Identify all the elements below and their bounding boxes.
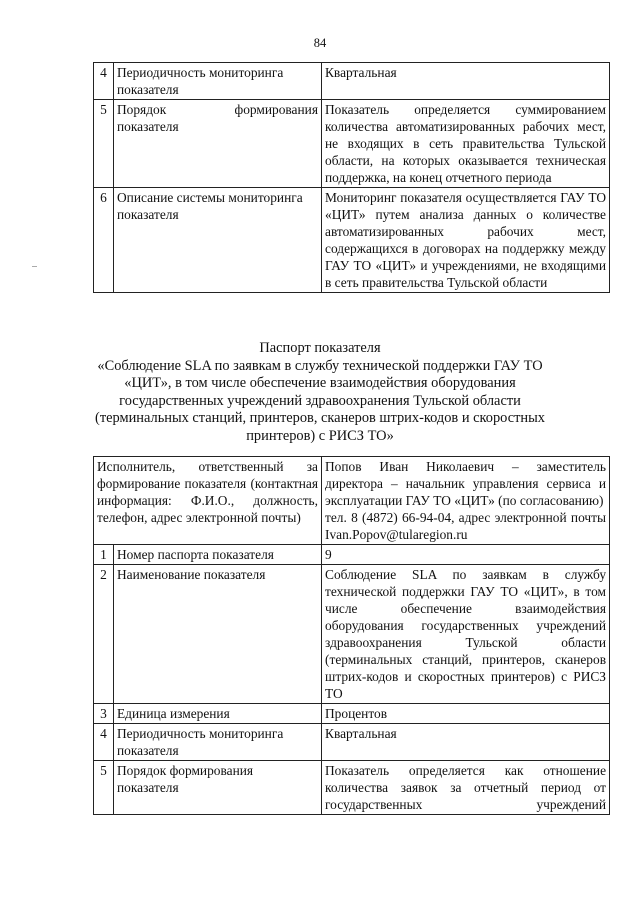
table-row (94, 545, 610, 565)
executor-name: Попов Иван Николаевич – заместитель директора – начальник управления сервиса и эксплуатации ГАУ ТО «ЦИТ» (по согласованию) (325, 459, 607, 508)
table-row (94, 724, 610, 761)
executor-label: Исполнитель, ответственный за формирование показателя (контактная информация: Ф.И.О., должность, телефон, адрес электронной почты) (94, 457, 322, 545)
row-number: 4 (94, 63, 114, 100)
row-number: 4 (94, 724, 114, 761)
row-value: Показатель определяется суммированием количества автоматизированных рабочих мест, не входящих в сеть правительства Тульской области, на которых оказывается техническая поддержка, на конец отчетного периода (322, 100, 610, 188)
executor-value (322, 457, 610, 545)
row-label: Номер паспорта показателя (114, 545, 322, 565)
table-row (94, 761, 610, 815)
row-number: 1 (94, 545, 114, 565)
row-value: Соблюдение SLA по заявкам в службу технической поддержки ГАУ ТО «ЦИТ», в том числе обеспечение взаимодействия оборудования государственных учреждений здравоохранения Тульской области (терминальных станций, принтеров, сканеров штрих-кодов и скоростных принтеров) с РИСЗ ТО (322, 565, 610, 704)
table-row (94, 188, 610, 293)
row-value: 9 (322, 545, 610, 565)
margin-mark (32, 266, 37, 267)
row-value: Процентов (322, 704, 610, 724)
row-label: Порядок формирования показателя (114, 761, 322, 815)
row-number: 2 (94, 565, 114, 704)
table-row (94, 704, 610, 724)
row-value: Квартальная (322, 724, 610, 761)
row-number: 5 (94, 100, 114, 188)
row-value: Показатель определяется как отношение количества заявок за отчетный период от государственных учреждений (322, 761, 610, 815)
page-number: 84 (313, 36, 327, 50)
passport-heading (80, 340, 560, 445)
passport-table (93, 456, 610, 815)
row-number: 5 (94, 761, 114, 815)
passport-subtitle: «Соблюдение SLA по заявкам в службу технической поддержки ГАУ ТО «ЦИТ», в том числе обеспечение взаимодействия оборудования государственных учреждений здравоохранения Тульской области (терминальных станций, принтеров, сканеров штрих-кодов и скоростных принтеров) с РИСЗ ТО» (95, 357, 545, 444)
passport-title: Паспорт показателя (259, 340, 381, 356)
row-number: 3 (94, 704, 114, 724)
row-label: Наименование показателя (114, 565, 322, 704)
row-label: Периодичность мониторинга показателя (114, 63, 322, 100)
indicator-table-continued (93, 62, 610, 293)
row-label: Периодичность мониторинга показателя (114, 724, 322, 761)
row-label: Описание системы мониторинга показателя (114, 188, 322, 293)
executor-contact: тел. 8 (4872) 66-94-04, адрес электронной почты Ivan.Popov@tularegion.ru (325, 510, 607, 542)
row-value: Мониторинг показателя осуществляется ГАУ ТО «ЦИТ» путем анализа данных о количестве автоматизированных рабочих мест, содержащихся в договорах на поддержку между ГАУ ТО «ЦИТ» и учреждениями, не входящими в сеть правительства Тульской области (322, 188, 610, 293)
row-label: Порядок формирования показателя (114, 100, 322, 188)
table-row (94, 63, 610, 100)
table-row-executor (94, 457, 610, 545)
row-number: 6 (94, 188, 114, 293)
table-row (94, 100, 610, 188)
row-value: Квартальная (322, 63, 610, 100)
row-label: Единица измерения (114, 704, 322, 724)
table-row (94, 565, 610, 704)
